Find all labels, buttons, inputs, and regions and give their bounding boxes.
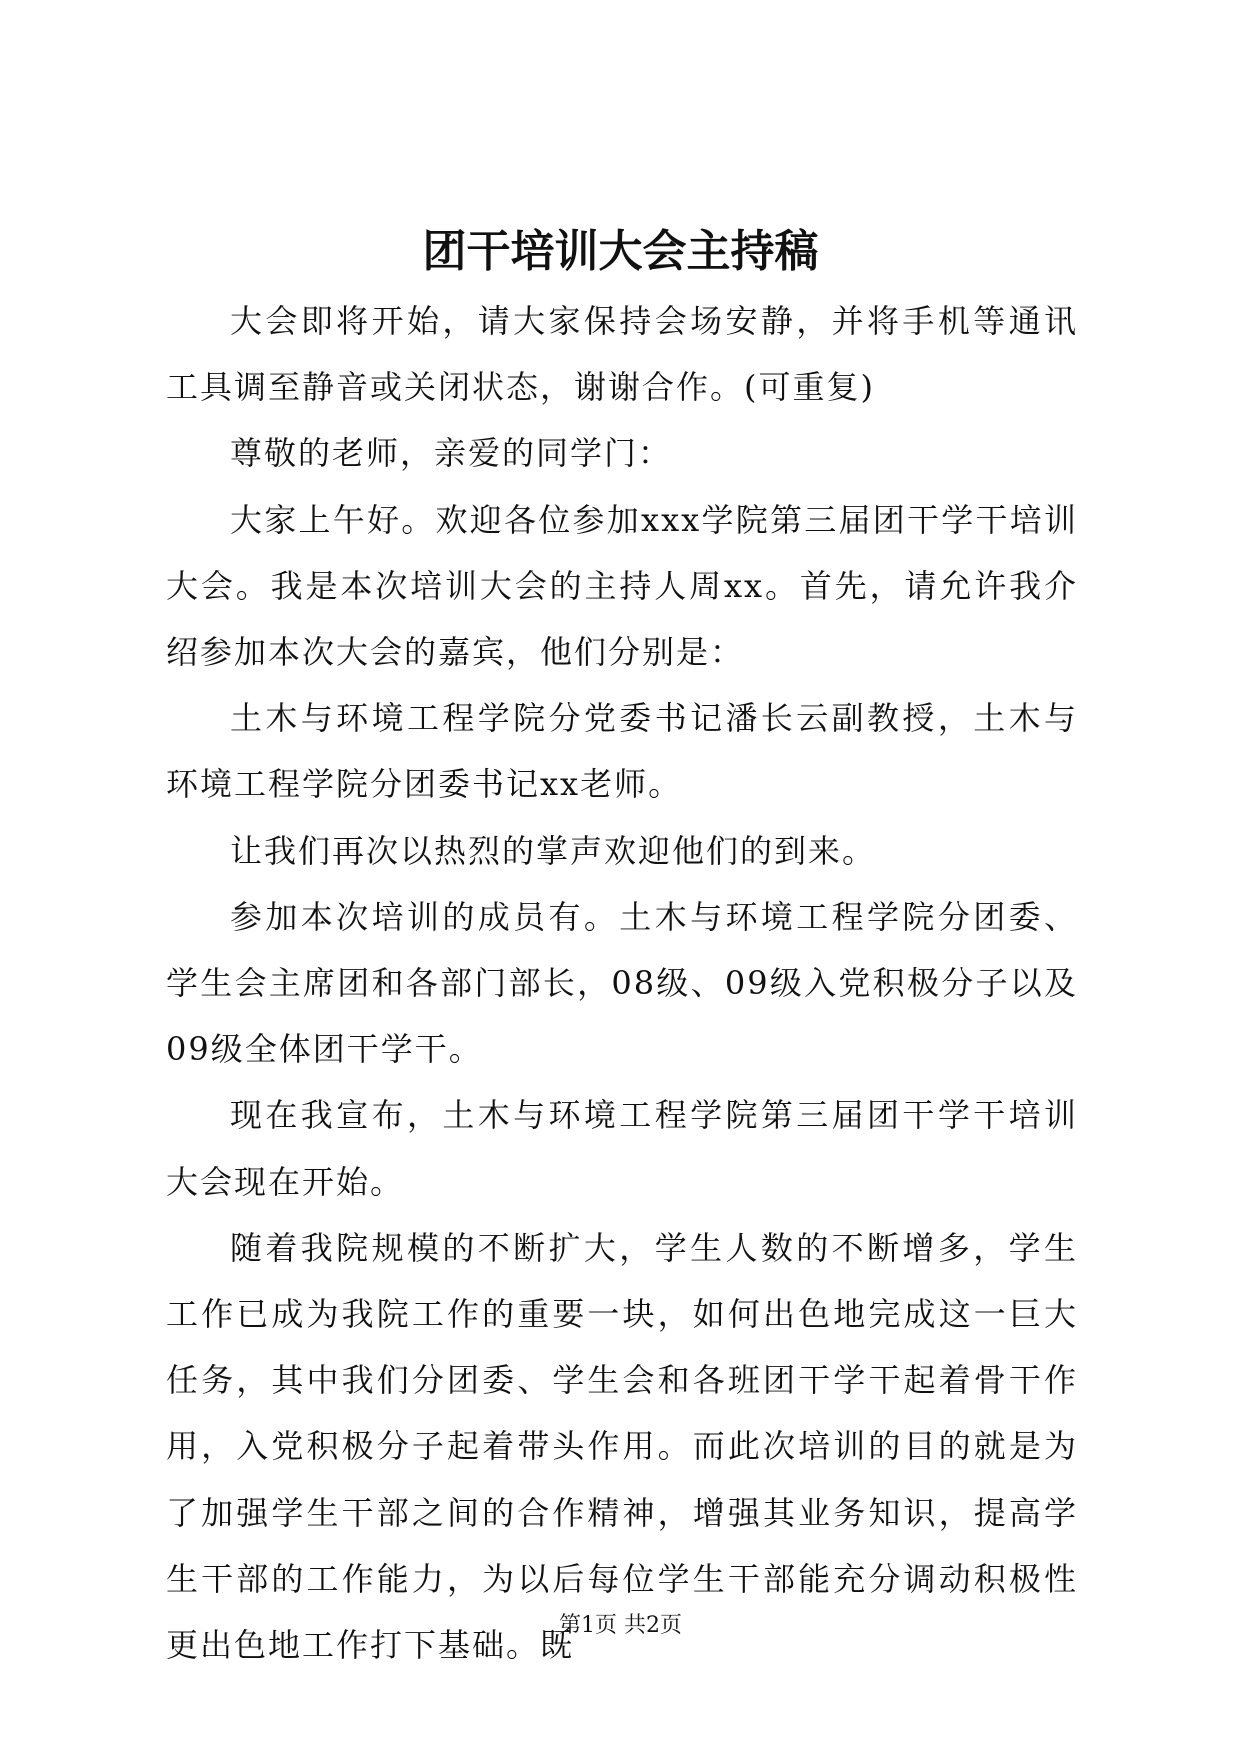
paragraph-participants: 参加本次培训的成员有。土木与环境工程学院分团委、学生会主席团和各部门部长，08级、09级入党积极分子以及09级全体团干学干。	[166, 897, 1078, 1069]
paragraph-applause: 让我们再次以热烈的掌声欢迎他们的到来。	[230, 831, 877, 870]
paragraph-opening: 现在我宣布，土木与环境工程学院第三届团干学干培训大会现在开始。	[166, 1096, 1078, 1201]
document-body	[166, 288, 1078, 1678]
paragraph-notice: 大会即将开始，请大家保持会场安静，并将手机等通讯工具调至静音或关闭状态，谢谢合作。(可重复)	[166, 302, 1078, 407]
document-title: 团干培训大会主持稿	[422, 226, 819, 277]
paragraph-purpose: 随着我院规模的不断扩大，学生人数的不断增多，学生工作已成为我院工作的重要一块，如何出色地完成这一巨大任务，其中我们分团委、学生会和各班团干学干起着骨干作用，入党积极分子起着带头作用。而此次培训的目的就是为了加强学生干部之间的合作精神，增强其业务知识，提高学生干部的工作能力，为以后每位学生干部能充分调动积极性更出色地工作打下基础。既	[166, 1228, 1078, 1665]
paragraph-guests: 土木与环境工程学院分党委书记潘长云副教授，土木与环境工程学院分团委书记xx老师。	[166, 699, 1078, 804]
paragraph-welcome: 大家上午好。欢迎各位参加xxx学院第三届团干学干培训大会。我是本次培训大会的主持人周xx。首先，请允许我介绍参加本次大会的嘉宾，他们分别是：	[166, 500, 1078, 672]
page-number-footer: 第1页 共2页	[559, 1613, 682, 1638]
paragraph-greeting: 尊敬的老师，亲爱的同学门：	[230, 434, 673, 473]
